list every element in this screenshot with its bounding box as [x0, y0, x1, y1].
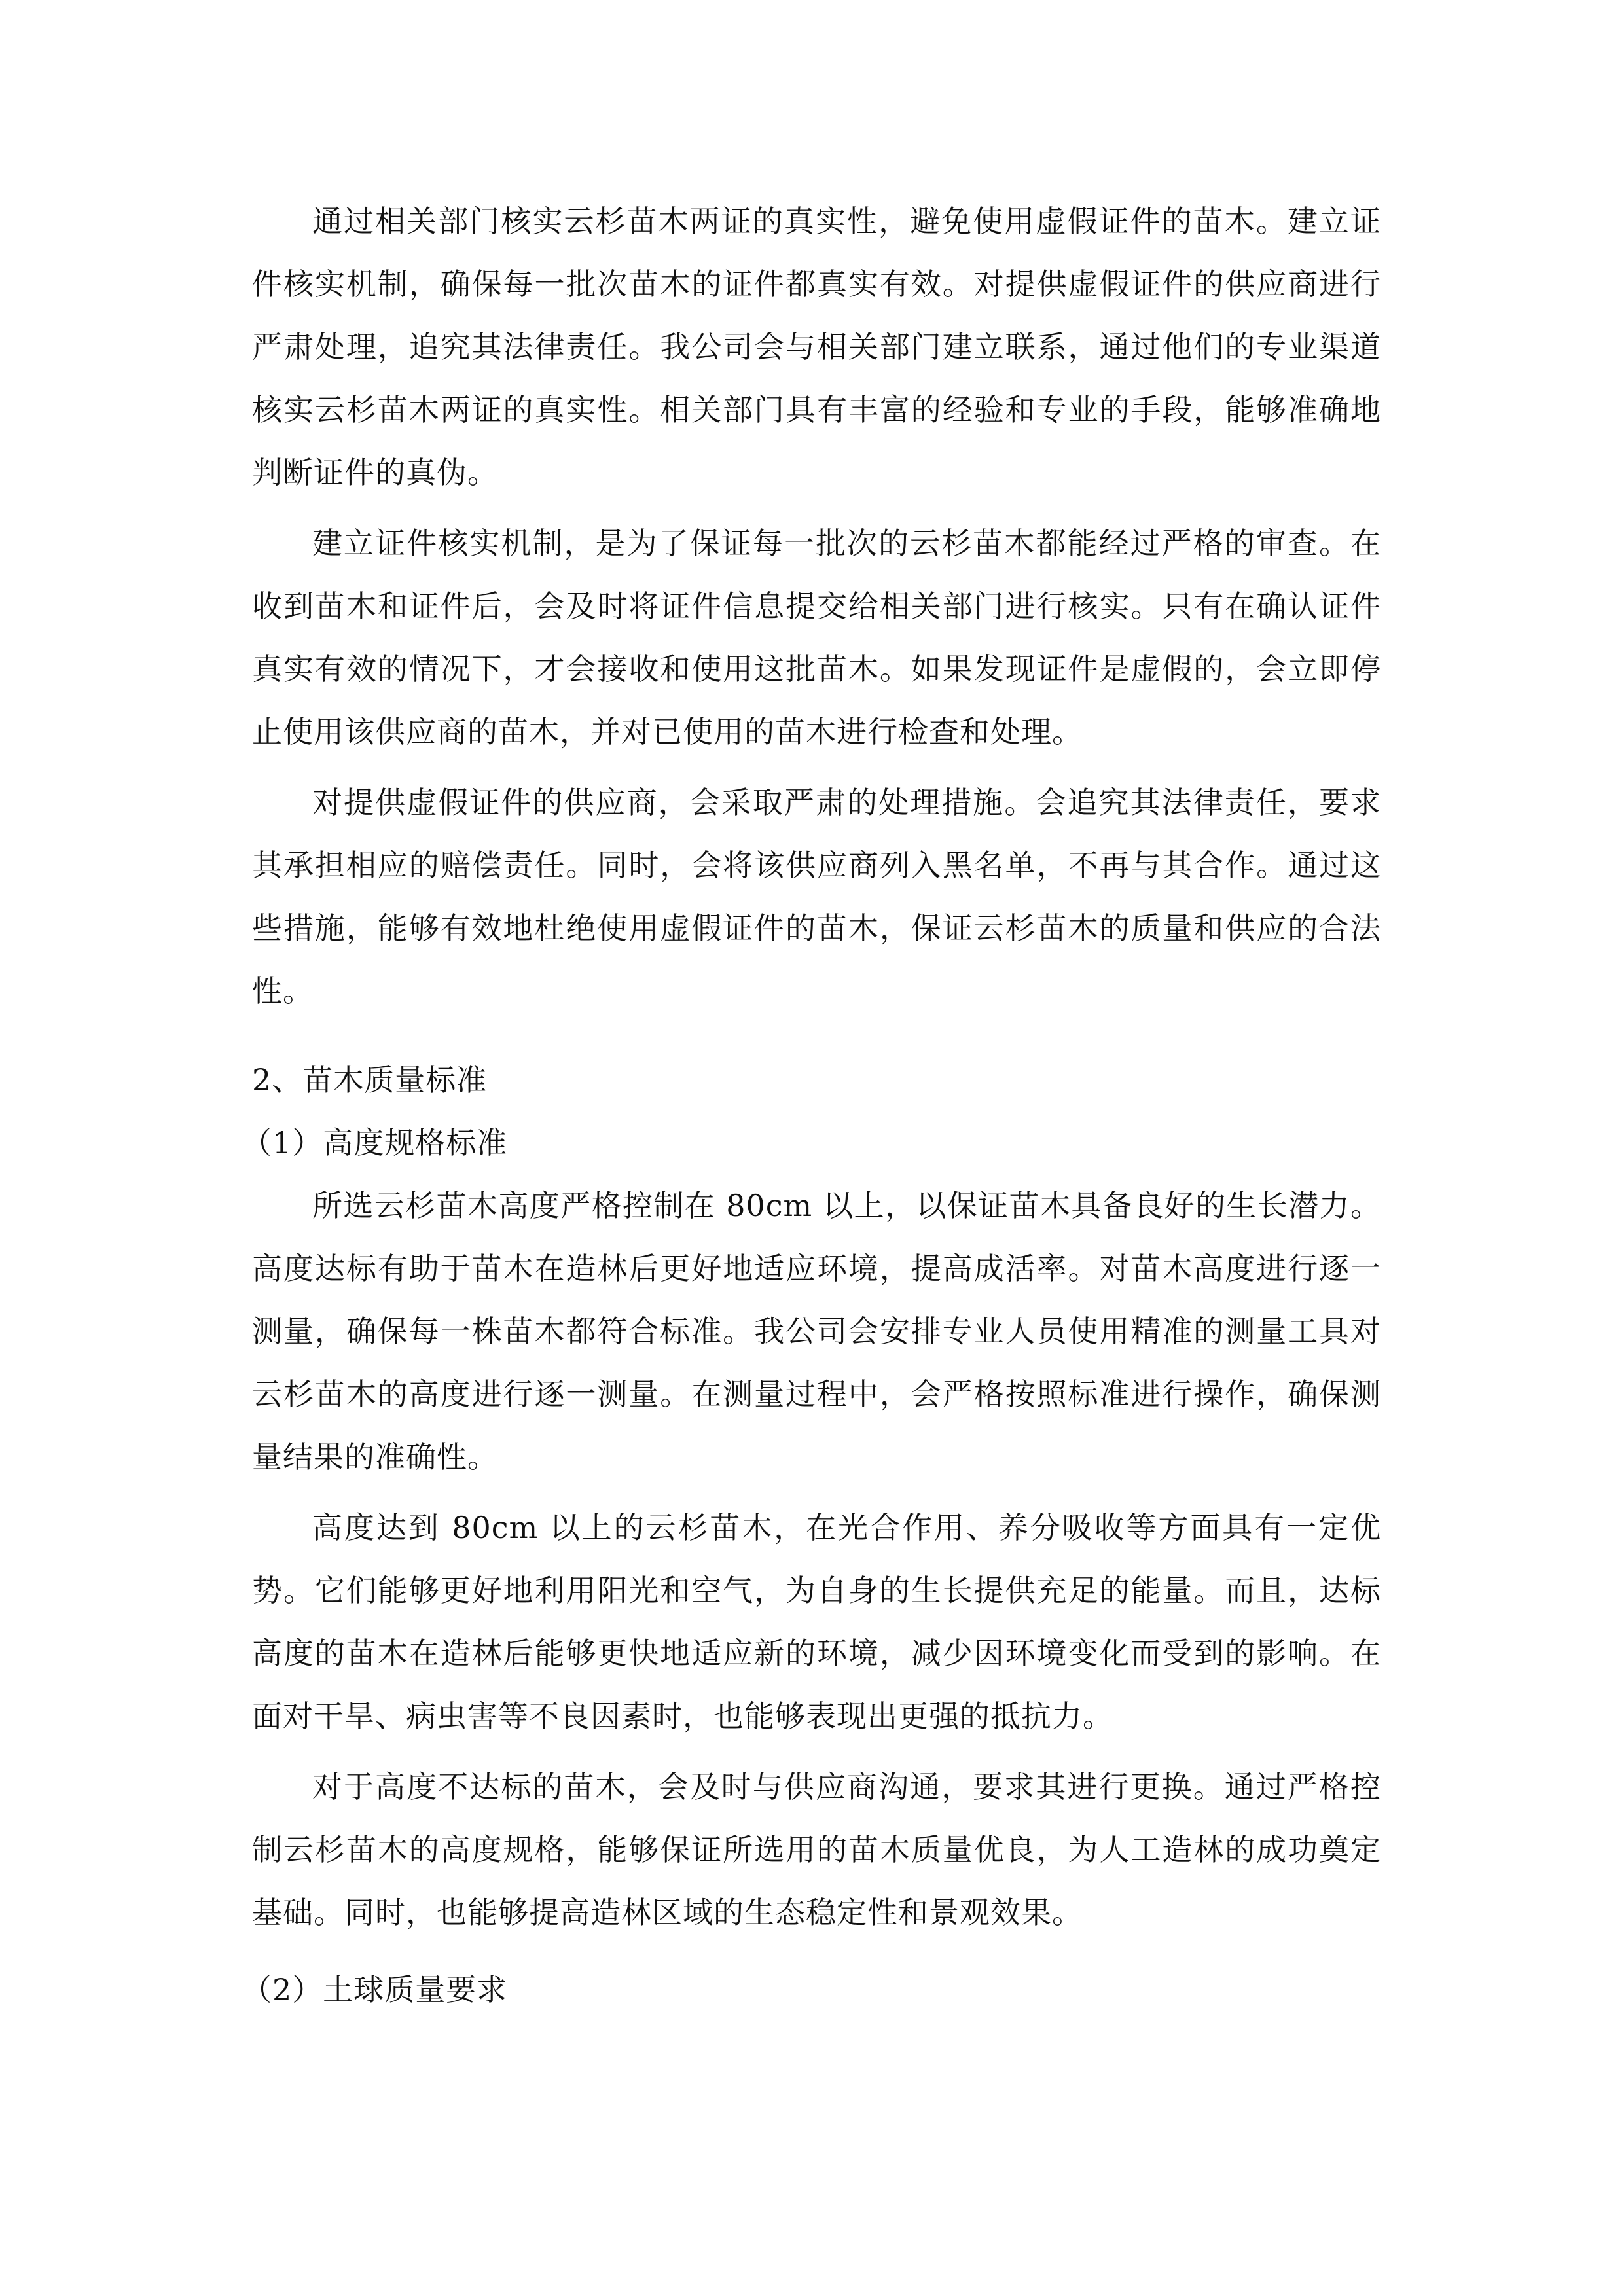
paragraph-verification-mechanism: 建立证件核实机制，是为了保证每一批次的云杉苗木都能经过严格的审查。在收到苗木和证件后，会及时将证件信息提交给相关部门进行核实。只有在确认证件真实有效的情况下，才会接收和使用这批苗木。如果发现证件是虚假的，会立即停止使用该供应商的苗木，并对已使用的苗木进行检查和处理。: [252, 526, 1381, 749]
section-heading-quality-standard: 2、苗木质量标准: [252, 1062, 488, 1098]
paragraph-certificate-verification: 通过相关部门核实云杉苗木两证的真实性，避免使用虚假证件的苗木。建立证件核实机制，确保每一批次苗木的证件都真实有效。对提供虚假证件的供应商进行严肃处理，追究其法律责任。我公司会与相关部门建立联系，通过他们的专业渠道核实云杉苗木两证的真实性。相关部门具有丰富的经验和专业的手段，能够准确地判断证件的真伪。: [252, 204, 1381, 490]
subsection-heading-height: （1）高度规格标准: [242, 1125, 508, 1160]
paragraph-height-advantage: 高度达到 80cm 以上的云杉苗木，在光合作用、养分吸收等方面具有一定优势。它们能够更好地利用阳光和空气，为自身的生长提供充足的能量。而且，达标高度的苗木在造林后能够更快地适应新的环境，减少因环境变化而受到的影响。在面对干旱、病虫害等不良因素时，也能够表现出更强的抵抗力。: [252, 1510, 1381, 1734]
paragraph-height-replacement: 对于高度不达标的苗木，会及时与供应商沟通，要求其进行更换。通过严格控制云杉苗木的高度规格，能够保证所选用的苗木质量优良，为人工造林的成功奠定基础。同时，也能够提高造林区域的生态稳定性和景观效果。: [252, 1769, 1381, 1930]
document-body: [242, 190, 1381, 2021]
paragraph-supplier-penalty: 对提供虚假证件的供应商，会采取严肃的处理措施。会追究其法律责任，要求其承担相应的赔偿责任。同时，会将该供应商列入黑名单，不再与其合作。通过这些措施，能够有效地杜绝使用虚假证件的苗木，保证云杉苗木的质量和供应的合法性。: [252, 785, 1381, 1009]
subsection-heading-soil-ball: （2）土球质量要求: [242, 1972, 508, 2007]
paragraph-height-control: 所选云杉苗木高度严格控制在 80cm 以上，以保证苗木具备良好的生长潜力。高度达标有助于苗木在造林后更好地适应环境，提高成活率。对苗木高度进行逐一测量，确保每一株苗木都符合标准。我公司会安排专业人员使用精准的测量工具对云杉苗木的高度进行逐一测量。在测量过程中，会严格按照标准进行操作，确保测量结果的准确性。: [252, 1188, 1381, 1475]
